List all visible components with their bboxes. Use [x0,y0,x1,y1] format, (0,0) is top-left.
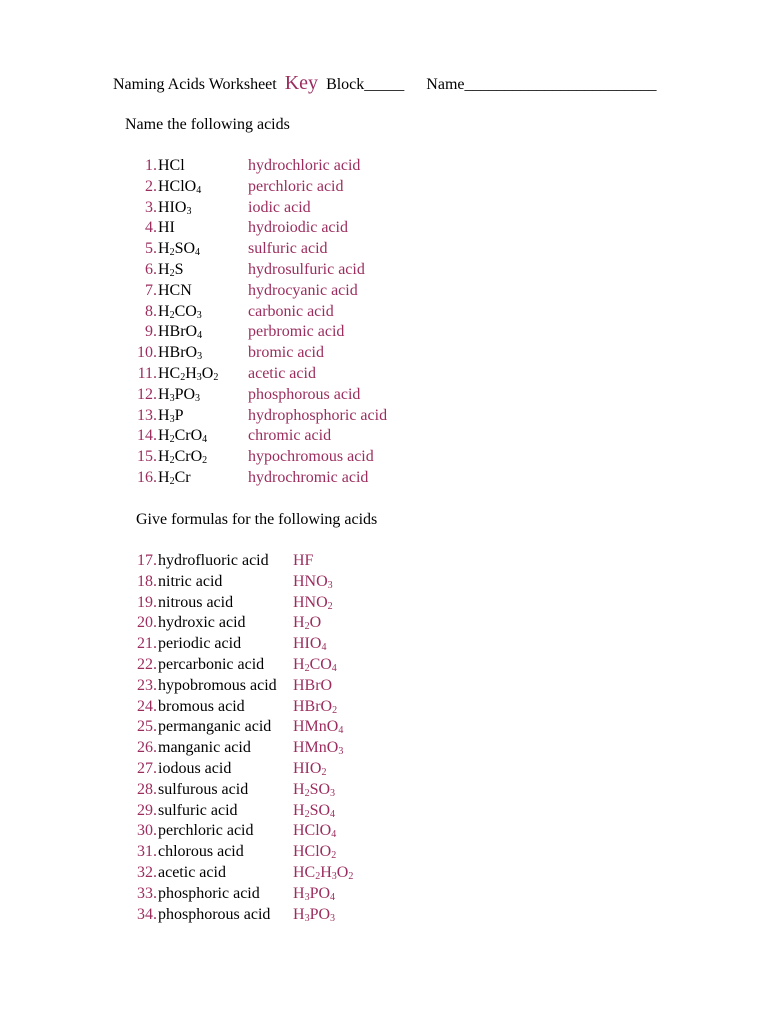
item-answer: $H_3PO_4$ [293,884,336,903]
item-answer: $HNO_3$ [293,572,333,591]
item-formula: $H_2CrO_4$ [158,427,208,446]
item-answer: $H_2SO_4$ [293,801,336,820]
item-number: 1. [145,157,157,174]
item-acid-name: permanganic acid [158,718,272,736]
item-formula: HBrO$_4$ [158,323,203,342]
item-formula: $HC_2H_3O_2$ [158,365,219,383]
item-answer: perchloric acid [248,177,344,195]
item-answer: hydrosulfuric acid [248,261,365,278]
item-number: 4. [145,219,157,237]
item-number: 22. [137,656,157,673]
item-acid-name: sulfuric acid [158,801,238,819]
item-number: 14. [137,427,157,445]
item-number: 21. [137,635,157,653]
item-formula: HCN [158,281,192,299]
item-answer: $HNO_2$ [293,593,333,612]
item-answer: perbromic acid [248,323,345,341]
item-acid-name: bromous acid [158,697,245,715]
item-number: 2. [145,177,157,195]
item-number: 17. [137,552,157,569]
item-number: 31. [137,843,157,861]
item-number: 3. [145,198,157,216]
item-answer: bromic acid [248,344,324,362]
item-answer: hydrochloric acid [248,157,361,174]
item-number: 20. [137,614,157,632]
part2-instruction: Give formulas for the following acids [136,511,378,528]
item-answer: HClO$_2$ [293,843,337,862]
item-acid-name: phosphorous acid [158,905,271,923]
item-number: 27. [137,760,157,777]
item-number: 8. [145,302,157,320]
item-number: 24. [137,697,157,715]
item-answer: HBrO$_2$ [293,697,338,716]
item-formula: HBrO$_3$ [158,344,203,363]
item-number: 15. [137,448,157,466]
worksheet-title: Naming Acids Worksheet [113,76,277,93]
item-acid-name: perchloric acid [158,822,254,840]
part1-instruction: Name the following acids [125,116,290,133]
item-number: 6. [145,261,157,278]
item-acid-name: periodic acid [158,635,242,653]
item-formula: $H_2Cr$ [158,469,191,487]
item-number: 16. [137,469,157,486]
item-acid-name: chlorous acid [158,843,244,861]
item-acid-name: manganic acid [158,739,251,757]
item-answer: $HC_2H_3O_2$ [293,864,354,882]
item-number: 26. [137,739,157,757]
item-answer: HClO$_4$ [293,822,337,841]
item-answer: $H_2O$ [293,614,322,633]
item-acid-name: hypobromous acid [158,676,277,694]
item-acid-name: nitric acid [158,572,223,590]
item-formula: $H_2S$ [158,261,184,279]
item-number: 7. [145,281,157,299]
item-formula: $H_2CO_3$ [158,302,202,321]
item-formula: $H_2CrO_2$ [158,448,208,467]
item-number: 12. [137,385,157,403]
item-answer: acetic acid [248,365,316,382]
block-field: Block_____ [326,76,405,93]
item-number: 33. [137,884,157,902]
item-answer: phosphorous acid [248,385,361,403]
item-answer: carbonic acid [248,302,334,320]
item-number: 10. [137,344,157,362]
worksheet-header [113,72,656,96]
item-acid-name: percarbonic acid [158,656,265,673]
item-number: 23. [137,676,157,694]
item-number: 11. [137,365,157,382]
item-formula: HCl [158,157,185,174]
item-acid-name: hydrofluoric acid [158,552,269,569]
item-formula: HClO$_4$ [158,177,202,196]
item-acid-name: acetic acid [158,864,226,881]
item-formula: $H_3P$ [158,406,184,425]
key-label: Key [284,72,319,94]
item-acid-name: iodous acid [158,760,232,777]
item-number: 30. [137,822,157,840]
item-number: 34. [137,905,157,923]
item-answer: $H_2SO_3$ [293,780,336,799]
item-answer: HMnO$_3$ [293,739,344,758]
item-number: 9. [145,323,157,341]
item-answer: HBrO [293,676,333,694]
item-answer: hydrochromic acid [248,469,369,486]
item-number: 32. [137,864,157,881]
item-answer: $HIO_2$ [293,760,327,778]
item-answer: $HIO_4$ [293,635,327,654]
item-answer: HMnO$_4$ [293,718,344,737]
item-acid-name: hydroxic acid [158,614,246,632]
item-answer: hypochromous acid [248,448,374,466]
item-formula: $H_3PO_3$ [158,385,201,404]
item-formula: HI [158,219,175,237]
item-answer: $H_3PO_3$ [293,905,336,924]
item-formula: $HIO_3$ [158,198,192,217]
item-acid-name: nitrous acid [158,593,234,611]
item-number: 25. [137,718,157,736]
item-answer: hydroiodic acid [248,219,348,237]
item-answer: $H_2CO_4$ [293,656,337,674]
item-answer: hydrocyanic acid [248,281,358,299]
item-answer: HF [293,552,314,569]
item-answer: chromic acid [248,427,332,445]
item-answer: iodic acid [248,198,311,216]
item-number: 29. [137,801,157,819]
item-acid-name: phosphoric acid [158,884,260,902]
item-number: 5. [145,240,157,258]
item-acid-name: sulfurous acid [158,780,249,798]
item-number: 13. [137,406,157,424]
item-formula: $H_2SO_4$ [158,240,201,259]
item-number: 28. [137,780,157,798]
item-answer: sulfuric acid [248,240,328,258]
name-field: Name________________________ [426,76,657,93]
item-number: 19. [137,593,157,611]
item-answer: hydrophosphoric acid [248,406,388,424]
item-number: 18. [137,572,157,590]
